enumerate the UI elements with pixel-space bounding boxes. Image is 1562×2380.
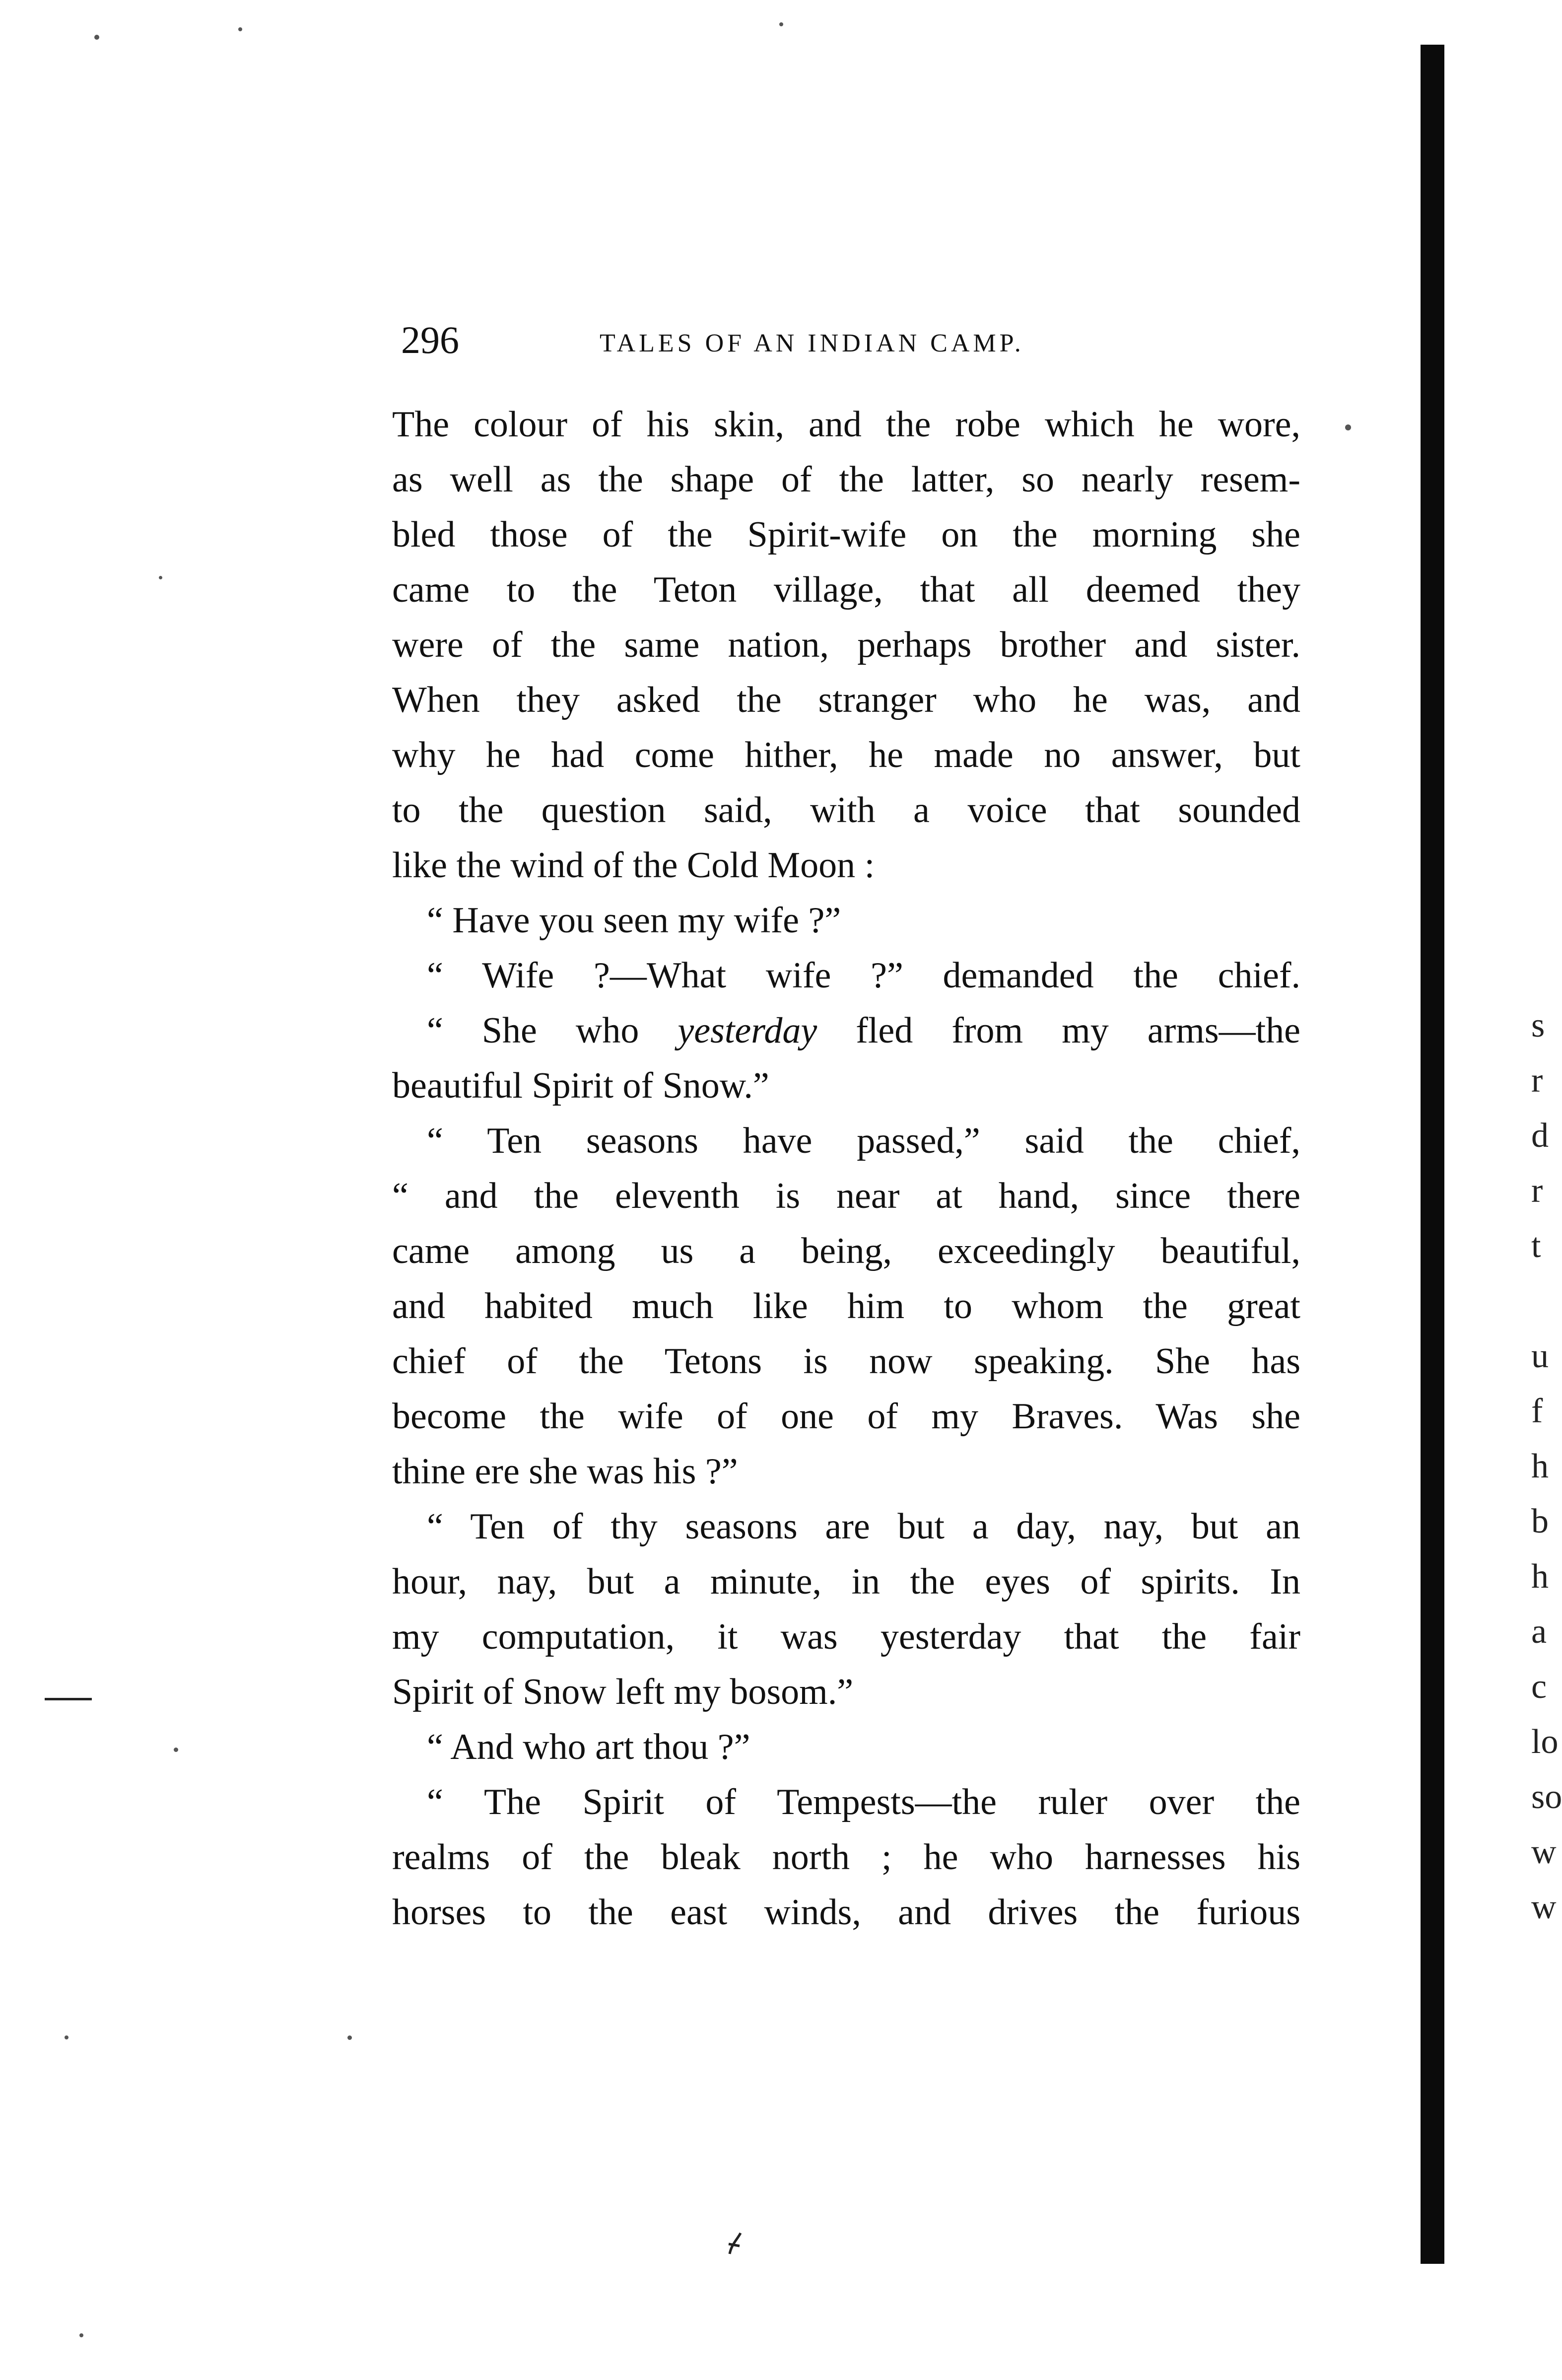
text-line: like the wind of the Cold Moon : [392,845,875,886]
speck [65,2035,68,2039]
speck [174,1748,178,1752]
speck [94,35,99,40]
adjacent-page-letter: so [1531,1778,1562,1816]
text-line: came among us a being, exceedingly beautiful, [392,1231,1300,1271]
text-line: Spirit of Snow left my bosom.” [392,1672,854,1712]
adjacent-page-letter: d [1531,1117,1549,1155]
adjacent-page-letter: h [1531,1557,1549,1596]
body-text [392,397,1300,1940]
text-line: were of the same nation, perhaps brother and sister. [392,625,1300,665]
text-run: fled from my arms—the [817,1010,1300,1051]
text-line: “ Have you seen my wife ?” [427,900,841,941]
text-line: to the question said, with a voice that sounded [392,790,1300,831]
adjacent-page-letter: c [1531,1668,1547,1706]
text-line: “ Ten seasons have passed,” said the chief, [427,1120,1300,1161]
page-number: 296 [401,318,459,361]
running-head [401,313,1294,367]
text-line: thine ere she was his ?” [392,1451,738,1492]
adjacent-page-letter: w [1531,1888,1557,1926]
speck [347,2035,352,2040]
text-line: “ and the eleventh is near at hand, since there [392,1176,1300,1216]
text-line: “ The Spirit of Tempests—the ruler over the [427,1782,1300,1822]
text-line: “ And who art thou ?” [427,1727,750,1767]
adjacent-page-letter: f [1531,1392,1543,1430]
text-line [392,1003,1300,1058]
margin-mark [45,1698,92,1700]
adjacent-page-letter: r [1531,1172,1543,1210]
speck [159,576,162,579]
text-line: as well as the shape of the latter, so nearly resem- [392,459,1300,500]
text-line: my computation, it was yesterday that the fair [392,1616,1300,1657]
adjacent-page-letter: s [1531,1006,1545,1045]
speck [1345,424,1351,430]
text-line: and habited much like him to whom the great [392,1286,1300,1327]
text-line: hour, nay, but a minute, in the eyes of spirits. In [392,1561,1300,1602]
text-line: came to the Teton village, that all deemed they [392,569,1300,610]
adjacent-page-letter: w [1531,1833,1557,1871]
italic-run: yesterday [678,1010,817,1051]
adjacent-page-letter: u [1531,1337,1549,1375]
text-line: When they asked the stranger who he was, and [392,680,1300,720]
adjacent-page-letter: t [1531,1227,1541,1265]
adjacent-page-letter: b [1531,1502,1549,1540]
adjacent-page-letter: h [1531,1447,1549,1485]
gutter-shadow [1421,45,1444,2264]
text-run: “ She who [427,1010,678,1051]
text-line: horses to the east winds, and drives the furious [392,1892,1300,1933]
adjacent-page-letter: r [1531,1061,1543,1100]
speck [79,2333,83,2337]
ornament-mark [725,2229,745,2259]
adjacent-page-text [1531,998,1562,1935]
text-line: beautiful Spirit of Snow.” [392,1065,769,1106]
text-line: chief of the Tetons is now speaking. She has [392,1341,1300,1382]
adjacent-page-letter: lo [1531,1723,1559,1761]
text-line: why he had come hither, he made no answer, but [392,735,1300,775]
text-line: “ Ten of thy seasons are but a day, nay, but an [427,1506,1300,1547]
text-line: “ Wife ?—What wife ?” demanded the chief. [427,955,1300,996]
adjacent-page-letter: a [1531,1612,1547,1651]
text-line: bled those of the Spirit-wife on the morning she [392,514,1300,555]
text-line: realms of the bleak north ; he who harnesses his [392,1837,1300,1878]
adjacent-page-letter [1531,1273,1557,1329]
text-line: become the wife of one of my Braves. Was she [392,1396,1300,1437]
text-line: The colour of his skin, and the robe which he wore, [392,404,1300,445]
running-title: TALES OF AN INDIAN CAMP. [600,329,1024,357]
speck [238,27,242,31]
speck [779,22,783,26]
